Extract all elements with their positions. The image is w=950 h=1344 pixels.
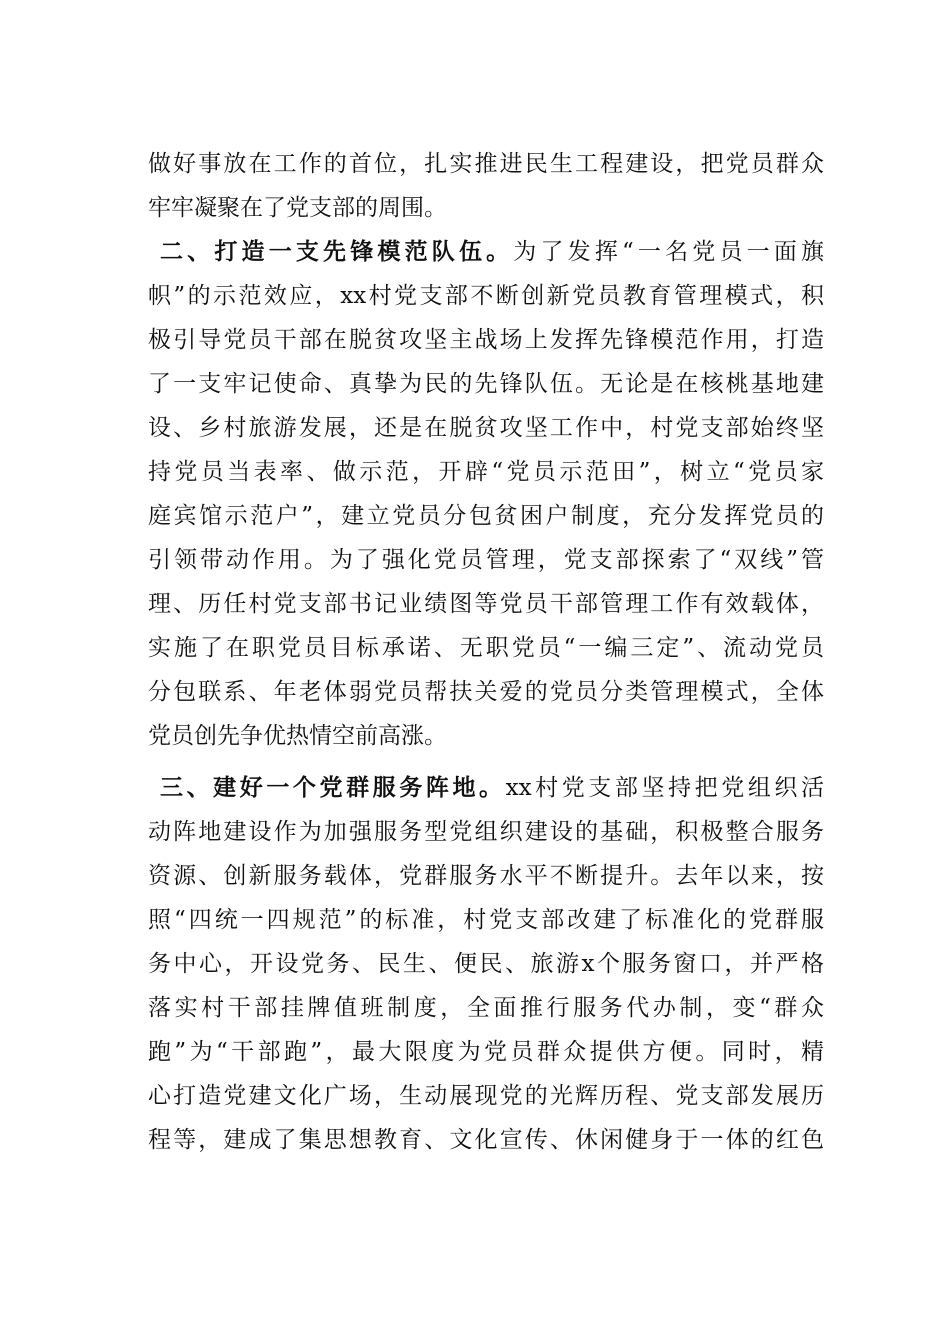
paragraph-text: xx村党支部坚持把党组织活 xyxy=(505,775,824,801)
paragraph-line: 照“四统一四规范”的标准，村党支部改建了标准化的党群服 xyxy=(148,907,824,933)
paragraph-line: 理、历任村党支部书记业绩图等党员干部管理工作有效载体， xyxy=(148,591,824,617)
paragraph-heading-line xyxy=(160,234,824,270)
paragraph-line: 极引导党员干部在脱贫攻坚主战场上发挥先锋模范作用，打造 xyxy=(148,327,824,353)
paragraph-line: 落实村干部挂牌值班制度，全面推行服务代办制，变“群众 xyxy=(148,995,824,1021)
paragraph-line: 庭宾馆示范户”，建立党员分包贫困户制度，充分发挥党员的 xyxy=(148,503,824,529)
section-heading-3: 三、建好一个党群服务阵地。 xyxy=(160,775,506,801)
paragraph-line: 帜”的示范效应，xx村党支部不断创新党员教育管理模式，积 xyxy=(148,283,824,309)
paragraph-line: 实施了在职党员目标承诺、无职党员“一编三定”、流动党员 xyxy=(148,635,824,661)
paragraph-line: 持党员当表率、做示范，开辟“党员示范田”，树立“党员家 xyxy=(148,459,824,485)
paragraph-line: 心打造党建文化广场，生动展现党的光辉历程、党支部发展历 xyxy=(148,1083,824,1109)
paragraph-line: 分包联系、年老体弱党员帮扶关爱的党员分类管理模式，全体 xyxy=(148,679,824,705)
paragraph-line: 引领带动作用。为了强化党员管理，党支部探索了“双线”管 xyxy=(148,547,824,573)
paragraph-line: 程等，建成了集思想教育、文化宣传、休闲健身于一体的红色 xyxy=(148,1127,824,1153)
paragraph-heading-line xyxy=(160,770,824,806)
paragraph-line: 了一支牢记使命、真挚为民的先锋队伍。无论是在核桃基地建 xyxy=(148,371,824,397)
paragraph-line: 做好事放在工作的首位，扎实推进民生工程建设，把党员群众 xyxy=(148,151,824,177)
paragraph-line: 务中心，开设党务、民生、便民、旅游x个服务窗口，并严格 xyxy=(148,951,824,977)
paragraph-line: 党员创先争优热情空前高涨。 xyxy=(148,723,447,749)
paragraph-line: 设、乡村旅游发展，还是在脱贫攻坚工作中，村党支部始终坚 xyxy=(148,415,824,441)
paragraph-line: 动阵地建设作为加强服务型党组织建设的基础，积极整合服务 xyxy=(148,819,824,845)
paragraph-line: 跑”为“干部跑”，最大限度为党员群众提供方便。同时，精 xyxy=(148,1039,824,1065)
paragraph-line: 牢牢凝聚在了党支部的周围。 xyxy=(148,195,447,221)
paragraph-text: 为了发挥“一名党员一面旗 xyxy=(513,239,824,265)
section-heading-2: 二、打造一支先锋模范队伍。 xyxy=(160,239,514,265)
paragraph-line: 资源、创新服务载体，党群服务水平不断提升。去年以来，按 xyxy=(148,863,824,889)
